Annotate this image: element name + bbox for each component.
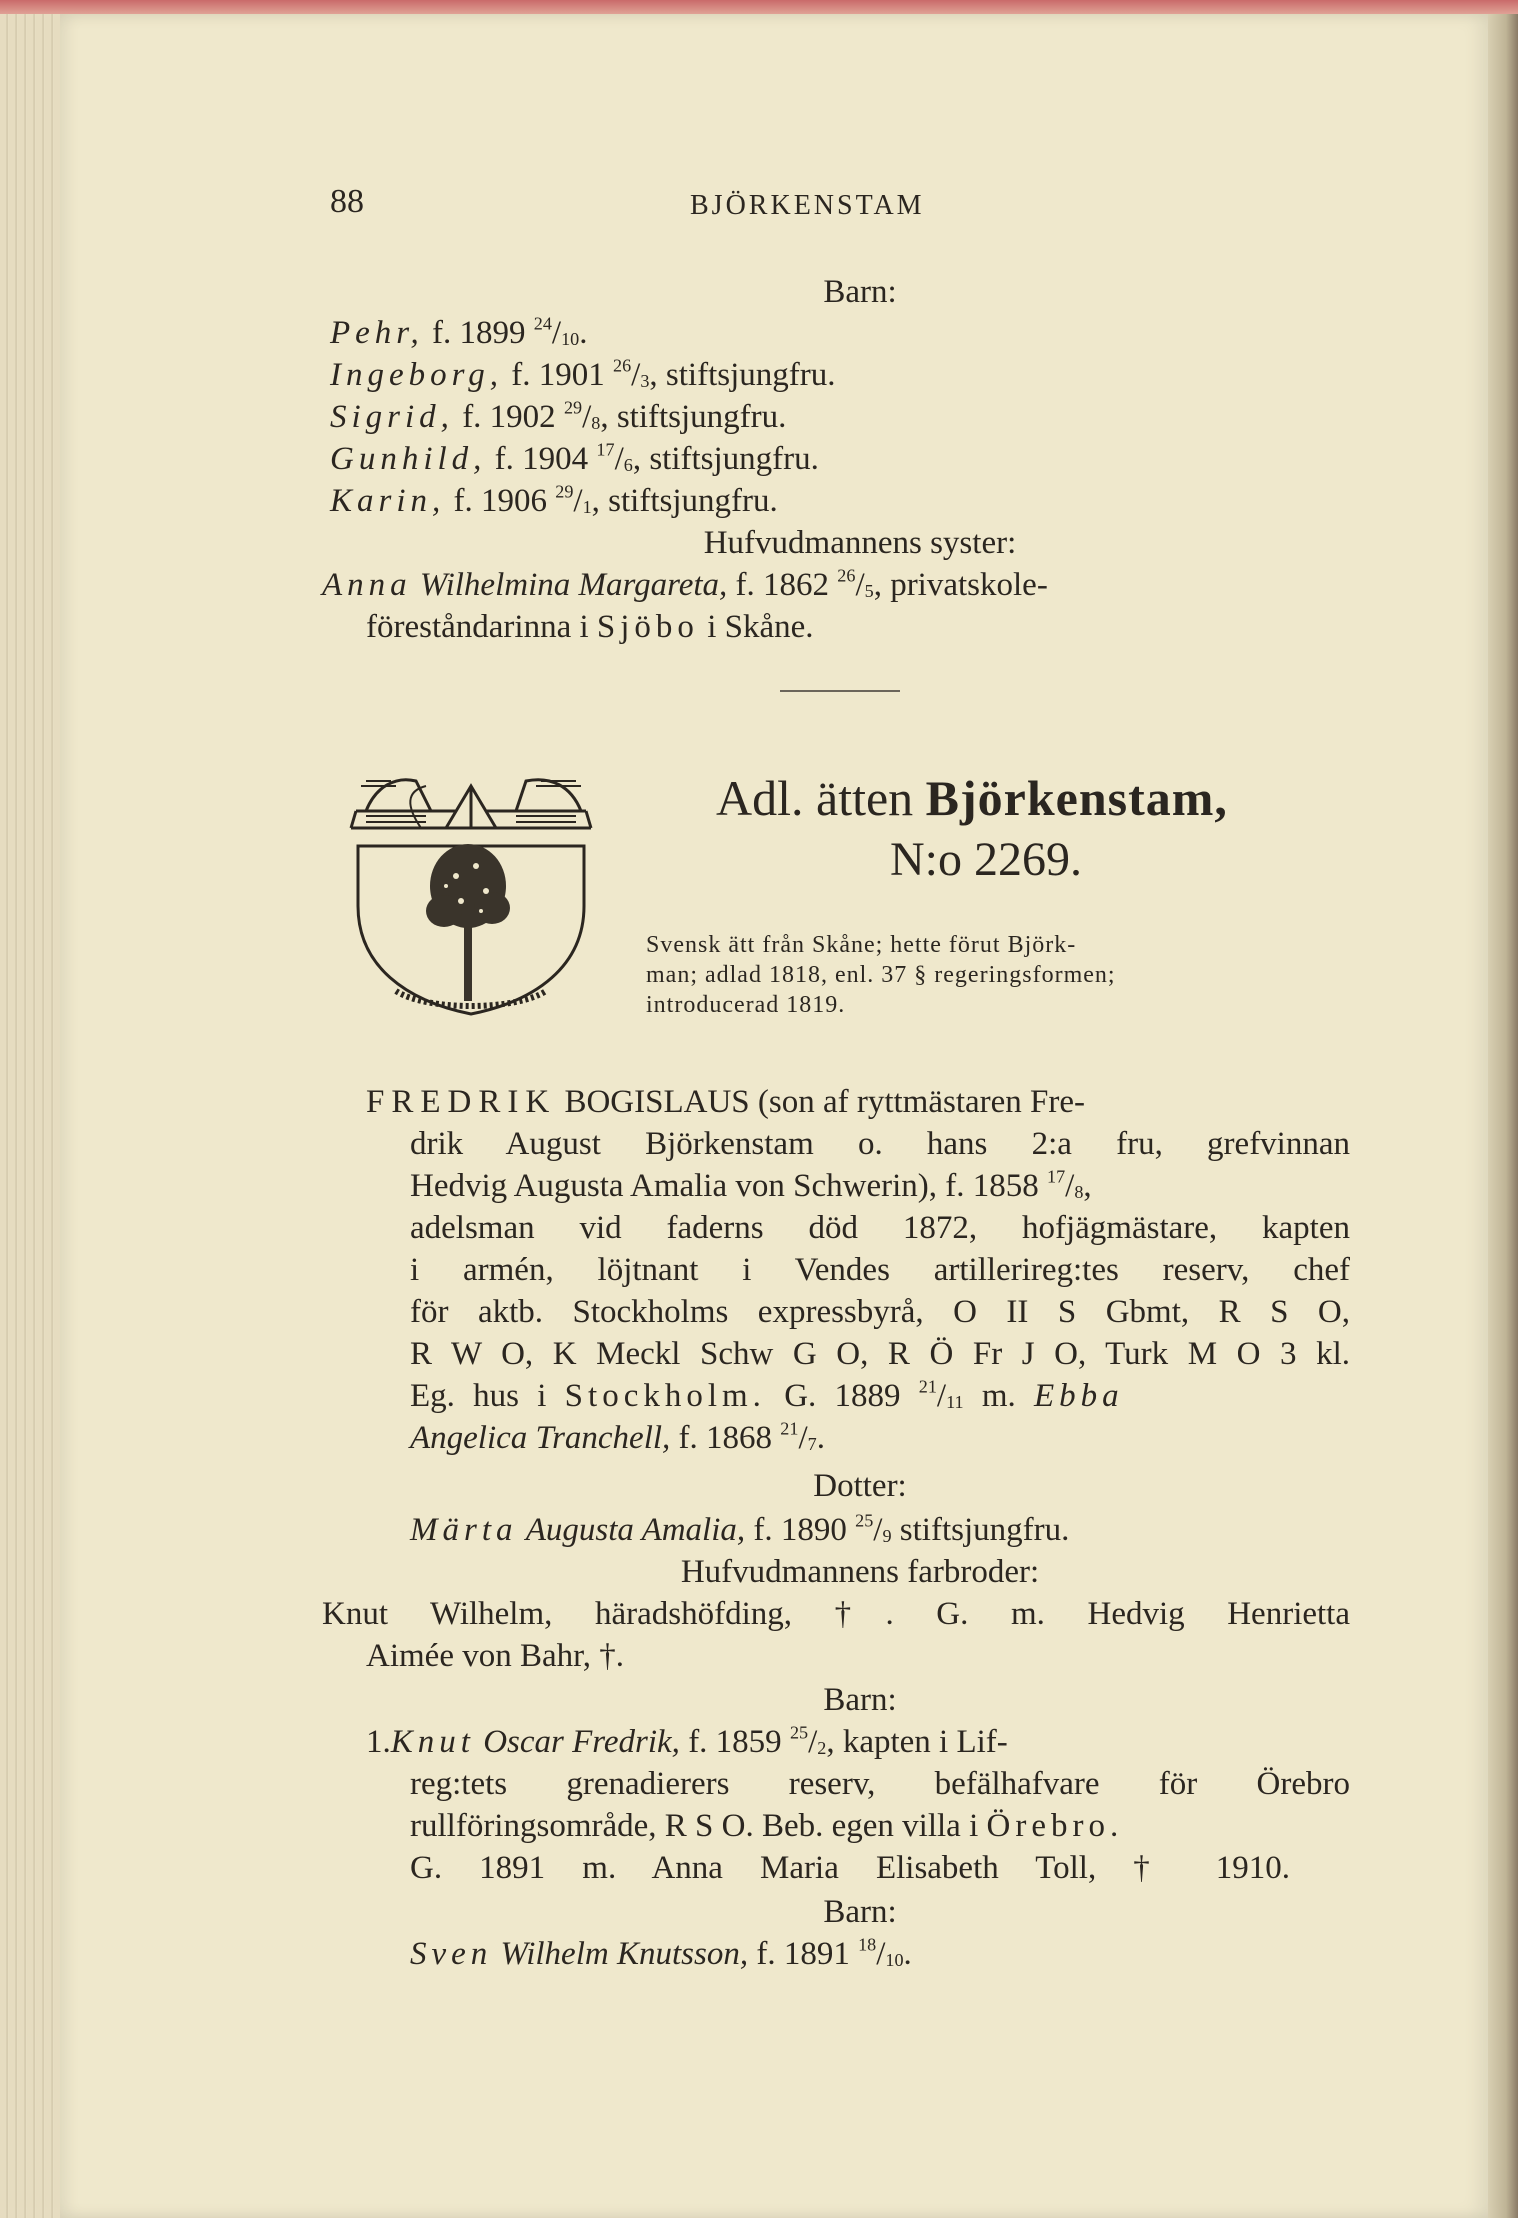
- cousin-children-heading: Barn:: [823, 1682, 897, 1718]
- head-entry-line: FREDRIK BOGISLAUS (son af ryttmästaren Fre-: [366, 1084, 1086, 1120]
- grandchildren-heading: Barn:: [823, 1894, 897, 1930]
- family-description-line: introducerad 1819.: [646, 992, 846, 1018]
- daughter-heading: Dotter:: [813, 1468, 907, 1504]
- cousin-entry-line: reg:tets grenadierers reserv, befälhafvare för Örebro: [410, 1766, 1350, 1802]
- sister-heading: Hufvudmannens syster:: [703, 525, 1017, 561]
- children-heading: Barn:: [823, 274, 897, 310]
- running-head: BJÖRKENSTAM: [690, 190, 925, 221]
- child-entry: Sigrid, f. 1902 $^{29}/_8$, stiftsjungfru.: [330, 397, 787, 435]
- head-entry-line: Angelica Tranchell, f. 1868 $^{21}/_7$.: [410, 1418, 825, 1456]
- cousin-entry-line: rullföringsområde, R S O. Beb. egen villa i Örebro.: [410, 1808, 1124, 1844]
- family-description-line: man; adlad 1818, enl. 37 § regeringsformen;: [646, 962, 1116, 988]
- cousin-entry-line: G. 1891 m. Anna Maria Elisabeth Toll, † 1910.: [410, 1850, 1290, 1886]
- child-entry: Pehr, f. 1899 $^{24}/_{10}$.: [330, 313, 588, 351]
- cousin-entry: 1.Knut Oscar Fredrik, f. 1859 $^{25}/_2$, kapten i Lif-: [366, 1722, 1008, 1760]
- sister-entry: Anna Wilhelmina Margareta, f. 1862 $^{26}/_5$, privatskole-: [322, 565, 1048, 603]
- section-divider: [780, 690, 900, 692]
- uncle-entry-continued: Aimée von Bahr, †.: [366, 1638, 625, 1674]
- head-entry-line: adelsman vid faderns död 1872, hofjägmästare, kapten: [410, 1210, 1350, 1246]
- head-entry-line: i armén, löjtnant i Vendes artillerireg:tes reserv, chef: [410, 1252, 1350, 1288]
- child-entry: Gunhild, f. 1904 $^{17}/_6$, stiftsjungfru.: [330, 439, 819, 477]
- uncle-heading: Hufvudmannens farbroder:: [680, 1554, 1040, 1590]
- page-number: 88: [330, 183, 364, 220]
- family-number: N:o 2269.: [890, 833, 1082, 886]
- head-entry-line: drik August Björkenstam o. hans 2:a fru, grefvinnan: [410, 1126, 1350, 1162]
- family-description-line: Svensk ätt från Skåne; hette förut Björk-: [646, 932, 1077, 958]
- family-title: Adl. ätten Björkenstam,: [716, 770, 1228, 826]
- child-entry: Ingeborg, f. 1901 $^{26}/_3$, stiftsjungfru.: [330, 355, 836, 393]
- coat-of-arms-icon: [336, 736, 606, 1026]
- head-entry-line: Eg. hus i Stockholm. G. 1889 $^{21}/_{11}$ m. Ebba: [410, 1376, 1124, 1414]
- child-entry: Karin, f. 1906 $^{29}/_1$, stiftsjungfru.: [330, 481, 778, 519]
- head-entry-line: Hedvig Augusta Amalia von Schwerin), f. 1858 $^{17}/_8$,: [410, 1166, 1092, 1204]
- sister-entry-continued: föreståndarinna i Sjöbo i Skåne.: [366, 609, 814, 645]
- daughter-entry: Märta Augusta Amalia, f. 1890 $^{25}/_9$ stiftsjungfru.: [410, 1510, 1070, 1548]
- head-entry-line: R W O, K Meckl Schw G O, R Ö Fr J O, Turk M O 3 kl.: [410, 1336, 1350, 1372]
- uncle-entry: Knut Wilhelm, häradshöfding, †. G. m. Hedvig Henrietta: [322, 1596, 1350, 1632]
- page-right-edge: [1488, 14, 1518, 2218]
- head-entry-line: för aktb. Stockholms expressbyrå, O II S Gbmt, R S O,: [410, 1294, 1350, 1330]
- grandchild-entry: Sven Wilhelm Knutsson, f. 1891 $^{18}/_{10}$.: [410, 1934, 912, 1972]
